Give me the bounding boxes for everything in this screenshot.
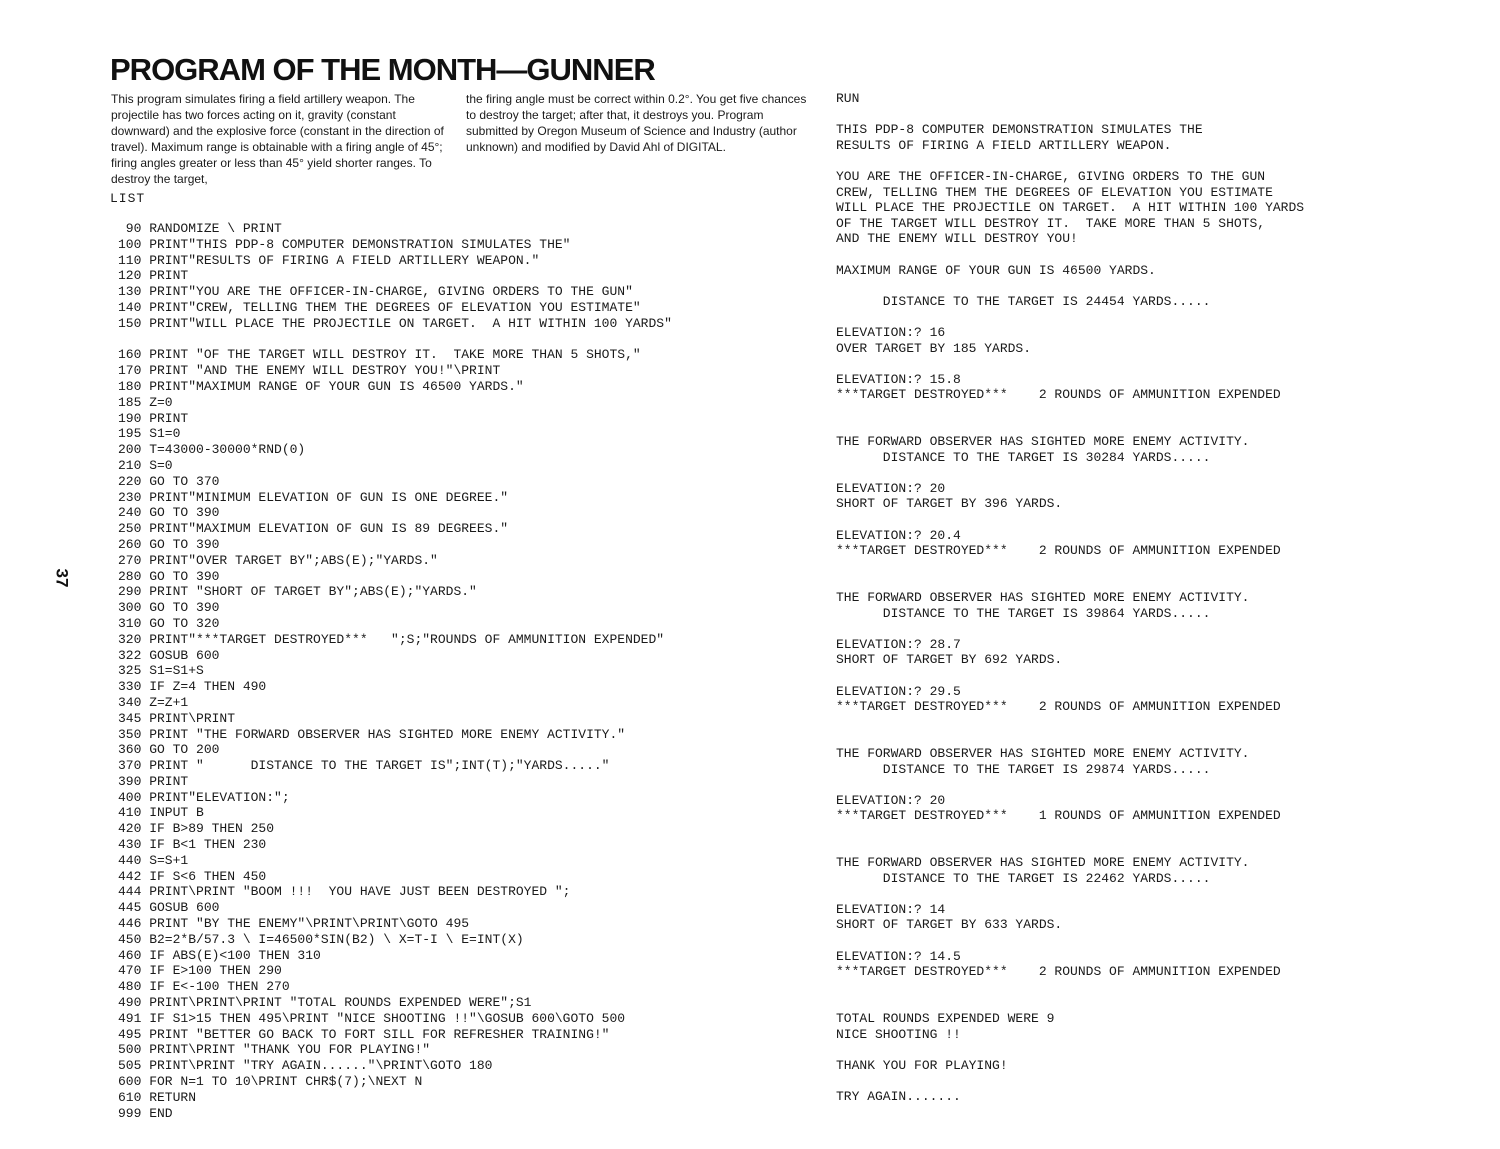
code-line: 442 IF S<6 THEN 450 — [118, 868, 267, 884]
output-line — [836, 247, 1304, 263]
output-line: NICE SHOOTING !! — [836, 1026, 961, 1042]
code-line: 360 GO TO 200 — [118, 742, 220, 758]
code-line: 440 S=S+1 — [118, 852, 189, 868]
output-line: TOTAL ROUNDS EXPENDED WERE 9 — [836, 1011, 1055, 1027]
page-title: PROGRAM OF THE MONTH—GUNNER — [110, 52, 655, 87]
code-line: 460 IF ABS(E)<100 THEN 310 — [118, 947, 321, 963]
output-line: WILL PLACE THE PROJECTILE ON TARGET. A HIT WITHIN 100 YARDS — [836, 200, 1305, 216]
output-line: RESULTS OF FIRING A FIELD ARTILLERY WEAPON. — [836, 137, 1172, 153]
code-line: 220 GO TO 370 — [118, 473, 220, 489]
output-line — [836, 574, 1304, 590]
output-line: DISTANCE TO THE TARGET IS 22462 YARDS..... — [836, 870, 1211, 886]
output-line: ***TARGET DESTROYED*** 1 ROUNDS OF AMMUNITION EXPENDED — [836, 808, 1281, 824]
code-line: 490 PRINT\PRINT\PRINT "TOTAL ROUNDS EXPENDED WERE";S1 — [118, 995, 532, 1011]
output-line: ***TARGET DESTROYED*** 2 ROUNDS OF AMMUNITION EXPENDED — [836, 387, 1281, 403]
output-line: ELEVATION:? 20.4 — [836, 527, 961, 543]
output-line — [836, 886, 1304, 902]
code-line: 470 IF E>100 THEN 290 — [118, 963, 282, 979]
code-line: 445 GOSUB 600 — [118, 900, 220, 916]
output-line: THANK YOU FOR PLAYING! — [836, 1057, 1008, 1073]
output-line — [836, 1042, 1304, 1058]
output-line — [836, 730, 1304, 746]
code-line: 446 PRINT "BY THE ENEMY"\PRINT\PRINT\GOTO 495 — [118, 916, 470, 932]
output-line — [836, 309, 1304, 325]
code-line: 340 Z=Z+1 — [118, 694, 189, 710]
output-line: DISTANCE TO THE TARGET IS 39864 YARDS..... — [836, 605, 1211, 621]
code-line: 300 GO TO 390 — [118, 600, 220, 616]
intro-paragraph-col2: the firing angle must be correct within 0.2°. You get five chances to destroy the target; after that, it destroys you. Program submitted by Oregon Museum of Science and Industry (author unknown) and modified by David Ahl of DIGITAL. — [466, 92, 807, 154]
code-line: 90 RANDOMIZE \ PRINT — [118, 221, 282, 236]
output-line — [836, 559, 1304, 575]
output-line: SHORT OF TARGET BY 396 YARDS. — [836, 496, 1063, 512]
output-line: MAXIMUM RANGE OF YOUR GUN IS 46500 YARDS. — [836, 262, 1156, 278]
code-line: 320 PRINT"***TARGET DESTROYED*** ";S;"ROUNDS OF AMMUNITION EXPENDED" — [118, 631, 665, 647]
output-line: SHORT OF TARGET BY 633 YARDS. — [836, 917, 1063, 933]
output-line — [836, 777, 1304, 793]
output-line: THE FORWARD OBSERVER HAS SIGHTED MORE ENEMY ACTIVITY. — [836, 745, 1250, 761]
output-line — [836, 980, 1304, 996]
code-line: 195 S1=0 — [118, 426, 181, 442]
output-line: ELEVATION:? 20 — [836, 480, 946, 496]
output-line: ELEVATION:? 16 — [836, 324, 946, 340]
output-line: ***TARGET DESTROYED*** 2 ROUNDS OF AMMUNITION EXPENDED — [836, 699, 1281, 715]
code-line: 330 IF Z=4 THEN 490 — [118, 679, 267, 695]
code-line: 240 GO TO 390 — [118, 505, 220, 521]
code-line: 290 PRINT "SHORT OF TARGET BY";ABS(E);"YARDS." — [118, 584, 477, 600]
output-line: DISTANCE TO THE TARGET IS 30284 YARDS..... — [836, 449, 1211, 465]
output-line: THIS PDP-8 COMPUTER DEMONSTRATION SIMULATES THE — [836, 122, 1203, 138]
run-output — [836, 91, 1304, 1105]
code-line: 430 IF B<1 THEN 230 — [118, 837, 267, 853]
code-line: 185 Z=0 — [118, 394, 173, 410]
intro-paragraph-col1: This program simulates firing a field artillery weapon. The projectile has two forces acting on it, gravity (constant downward) and the explosive force (constant in the direction of travel). Maximum range is obtainable with a firing angle of 45°; firing angles greater or less than 45° yield shorter ranges. To destroy the target, — [111, 92, 444, 186]
output-line: ***TARGET DESTROYED*** 2 ROUNDS OF AMMUNITION EXPENDED — [836, 964, 1281, 980]
code-line: 450 B2=2*B/57.3 \ I=46500*SIN(B2) \ X=T-I \ E=INT(X) — [118, 931, 524, 947]
code-line: 322 GOSUB 600 — [118, 647, 220, 663]
code-line: 260 GO TO 390 — [118, 536, 220, 552]
code-line: 120 PRINT — [118, 268, 189, 284]
code-line: 140 PRINT"CREW, TELLING THEM THE DEGREES OF ELEVATION YOU ESTIMATE" — [118, 299, 641, 315]
code-line: 420 IF B>89 THEN 250 — [118, 821, 275, 837]
output-line — [836, 107, 1304, 123]
code-line: 410 INPUT B — [118, 805, 204, 821]
output-line: ***TARGET DESTROYED*** 2 ROUNDS OF AMMUNITION EXPENDED — [836, 543, 1281, 559]
code-line: 160 PRINT "OF THE TARGET WILL DESTROY IT. TAKE MORE THAN 5 SHOTS," — [118, 347, 641, 363]
output-line: DISTANCE TO THE TARGET IS 24454 YARDS..... — [836, 293, 1211, 309]
output-line — [836, 418, 1304, 434]
output-line — [836, 512, 1304, 528]
code-line: 170 PRINT "AND THE ENEMY WILL DESTROY YOU!"\PRINT — [118, 363, 501, 379]
code-line: 200 T=43000-30000*RND(0) — [118, 442, 306, 458]
output-line: SHORT OF TARGET BY 692 YARDS. — [836, 652, 1063, 668]
output-line — [836, 153, 1304, 169]
output-line: ELEVATION:? 29.5 — [836, 683, 961, 699]
code-line: 325 S1=S1+S — [118, 663, 204, 679]
code-line: 610 RETURN — [118, 1089, 197, 1105]
output-line — [836, 403, 1304, 419]
output-line: THE FORWARD OBSERVER HAS SIGHTED MORE ENEMY ACTIVITY. — [836, 434, 1250, 450]
output-line — [836, 995, 1304, 1011]
code-line: 444 PRINT\PRINT "BOOM !!! YOU HAVE JUST BEEN DESTROYED "; — [118, 884, 571, 900]
page-number: 37 — [52, 568, 72, 588]
output-line — [836, 715, 1304, 731]
output-line — [836, 465, 1304, 481]
code-line: 400 PRINT"ELEVATION:"; — [118, 789, 290, 805]
output-line — [836, 1073, 1304, 1089]
output-line: DISTANCE TO THE TARGET IS 29874 YARDS..... — [836, 761, 1211, 777]
code-line: 495 PRINT "BETTER GO BACK TO FORT SILL FOR REFRESHER TRAINING!" — [118, 1026, 610, 1042]
output-line: RUN — [836, 91, 860, 106]
output-line: THE FORWARD OBSERVER HAS SIGHTED MORE ENEMY ACTIVITY. — [836, 855, 1250, 871]
code-line: 505 PRINT\PRINT "TRY AGAIN......"\PRINT\GOTO 180 — [118, 1058, 493, 1074]
output-line: TRY AGAIN....... — [836, 1089, 961, 1104]
code-line: 600 FOR N=1 TO 10\PRINT CHR$(7);\NEXT N — [118, 1074, 423, 1090]
output-line — [836, 824, 1304, 840]
output-line: AND THE ENEMY WILL DESTROY YOU! — [836, 231, 1078, 247]
code-line: 310 GO TO 320 — [118, 615, 220, 631]
output-line — [836, 278, 1304, 294]
code-line: 230 PRINT"MINIMUM ELEVATION OF GUN IS ONE DEGREE." — [118, 489, 509, 505]
output-line: ELEVATION:? 14.5 — [836, 948, 961, 964]
code-line — [118, 332, 672, 348]
output-line: THE FORWARD OBSERVER HAS SIGHTED MORE ENEMY ACTIVITY. — [836, 590, 1250, 605]
output-line: OF THE TARGET WILL DESTROY IT. TAKE MORE THAN 5 SHOTS, — [836, 215, 1266, 231]
code-line: 190 PRINT — [118, 410, 189, 426]
output-line: ELEVATION:? 14 — [836, 901, 946, 917]
code-line: 210 S=0 — [118, 457, 173, 473]
code-line: 110 PRINT"RESULTS OF FIRING A FIELD ARTILLERY WEAPON." — [118, 252, 540, 268]
code-line: 150 PRINT"WILL PLACE THE PROJECTILE ON TARGET. A HIT WITHIN 100 YARDS" — [118, 315, 672, 331]
output-line — [836, 840, 1304, 856]
code-line: 350 PRINT "THE FORWARD OBSERVER HAS SIGHTED MORE ENEMY ACTIVITY." — [118, 726, 626, 742]
output-line: OVER TARGET BY 185 YARDS. — [836, 340, 1032, 356]
code-line: 500 PRINT\PRINT "THANK YOU FOR PLAYING!" — [118, 1042, 431, 1058]
code-line: 999 END — [118, 1105, 173, 1121]
code-line: 480 IF E<-100 THEN 270 — [118, 979, 290, 995]
code-line: 180 PRINT"MAXIMUM RANGE OF YOUR GUN IS 46500 YARDS." — [118, 378, 524, 394]
output-line: CREW, TELLING THEM THE DEGREES OF ELEVATION YOU ESTIMATE — [836, 184, 1273, 200]
code-line: 250 PRINT"MAXIMUM ELEVATION OF GUN IS 89 DEGREES." — [118, 521, 509, 537]
output-line: ELEVATION:? 20 — [836, 792, 946, 808]
program-listing — [118, 221, 672, 1121]
code-line: 130 PRINT"YOU ARE THE OFFICER-IN-CHARGE, GIVING ORDERS TO THE GUN" — [118, 284, 633, 300]
output-line — [836, 621, 1304, 637]
output-line: ELEVATION:? 15.8 — [836, 371, 961, 387]
output-line — [836, 933, 1304, 949]
output-line: ELEVATION:? 28.7 — [836, 636, 961, 652]
code-line: 370 PRINT " DISTANCE TO THE TARGET IS";INT(T);"YARDS....." — [118, 758, 610, 774]
output-line — [836, 668, 1304, 684]
code-line: 270 PRINT"OVER TARGET BY";ABS(E);"YARDS." — [118, 552, 438, 568]
code-line: 345 PRINT\PRINT — [118, 710, 236, 726]
code-line: 491 IF S1>15 THEN 495\PRINT "NICE SHOOTING !!"\GOSUB 600\GOTO 500 — [118, 1010, 626, 1026]
code-line: 280 GO TO 390 — [118, 568, 220, 584]
code-line: 100 PRINT"THIS PDP-8 COMPUTER DEMONSTRATION SIMULATES THE" — [118, 236, 571, 252]
output-line — [836, 356, 1304, 372]
output-line: YOU ARE THE OFFICER-IN-CHARGE, GIVING ORDERS TO THE GUN — [836, 168, 1266, 184]
listing-heading: LIST — [110, 191, 146, 206]
code-line: 390 PRINT — [118, 773, 189, 789]
